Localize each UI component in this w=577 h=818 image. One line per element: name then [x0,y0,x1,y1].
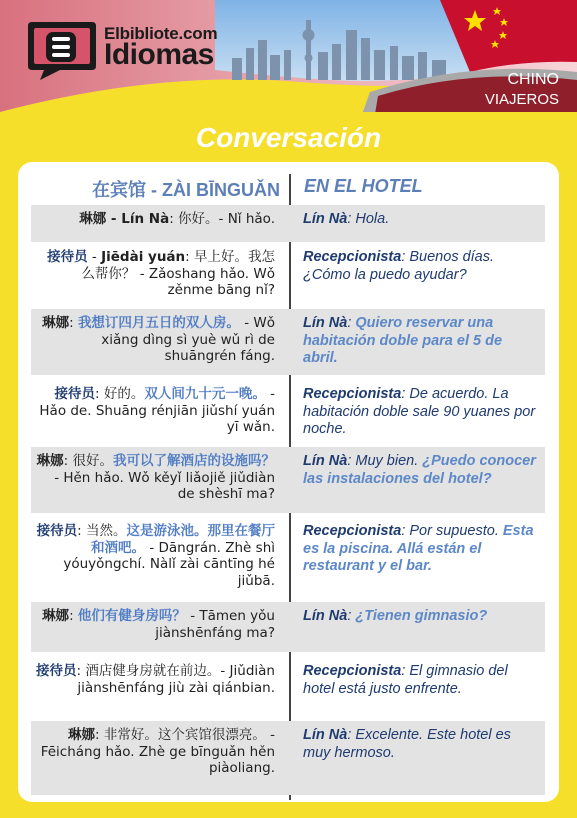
chinese-line [35,386,275,436]
spanish-text-segment: Recepcionista [303,663,402,679]
chinese-text-segment: : 当然。 [77,523,127,539]
chinese-text-segment: Jiēdài yuán [101,249,186,265]
spanish-column-heading: EN EL HOTEL [304,176,423,196]
spanish-text-segment: : Hola. [347,211,390,227]
spanish-text-segment: Recepcionista [303,523,402,539]
chinese-line [35,315,275,365]
chinese-line [35,453,275,503]
chinese-text-segment: : 非常好。这个宾馆很漂亮。 - Fēicháng hǎo. Zhè ge bīnguǎn hěn piàoliang. [40,727,275,776]
dialogue-row [31,309,545,375]
spanish-text-segment: Recepcionista [303,249,402,265]
dialogue-row [31,243,545,305]
dialogue-row [31,205,545,242]
chinese-text-segment: Lín Nà [121,211,170,227]
spanish-text-segment: ¿Tienen gimnasio? [355,608,488,624]
spanish-line [303,727,539,762]
spanish-text-segment: : De acuerdo. La habitación doble sale 90 yuanes por noche. [303,386,536,437]
spanish-text-segment: : Buenos días. ¿Cómo la puedo ayudar? [303,249,495,283]
chinese-text-segment: : 很好。 [63,453,113,469]
page-title: Conversación [195,122,382,153]
spanish-line [303,663,539,698]
spanish-text-segment: Recepcionista [303,386,402,402]
spanish-line [303,315,539,368]
chinese-line [35,608,275,641]
chinese-text-segment: - Dāngrán. Zhè shì yóuyǒngchí. Nàlǐ zài cāntīng hé jiǔbā. [63,539,275,589]
chinese-text-segment: - Wǒ xiǎng dìng sì yuè wǔ rì de shuāngrén fáng. [101,315,275,364]
spanish-line [303,249,539,284]
brand-site: Elbibliote.com [104,24,218,43]
chinese-text-segment: : 好的。 [94,386,145,402]
dialogue-row [31,517,545,597]
badge-language: CHINO [507,71,559,88]
brand-name: Idiomas [104,38,214,71]
spanish-line [303,523,539,576]
chinese-text-segment: 双人间九十元一晚。 [144,386,266,402]
dialogue-row [31,657,545,717]
chinese-text-segment: 他们有健身房吗？ [77,608,186,624]
spanish-text-segment: Lín Nà [303,211,348,227]
spanish-text-segment: : Muy bien. [347,453,423,469]
spanish-text-segment: : Excelente. Este hotel es muy hermoso. [303,727,511,761]
chinese-text-segment: 接待员 [36,523,78,539]
chinese-text-segment: - Hǎo de. Shuāng rénjiān jiǔshí yuán yī wǎn. [39,386,275,435]
chinese-text-segment: : [69,315,78,331]
chinese-text-segment: 接待员 [47,249,88,265]
chinese-text-segment: 这是游泳池。那里在餐厅和酒吧。 [91,523,275,556]
chinese-text-segment: - Tāmen yǒu jiànshēnfáng ma? [155,608,275,641]
chinese-column-heading: 在宾馆 - ZÀI BĪNGUǍN [92,180,280,200]
chinese-line [35,249,275,299]
spanish-text-segment: Lín Nà [303,315,348,331]
chinese-line [35,727,275,777]
spanish-text-segment: : El gimnasio del hotel está justo enfrente. [303,663,508,697]
spanish-line [303,453,539,488]
spanish-text-segment: Lín Nà [303,453,348,469]
chinese-text-segment: - Hěn hǎo. Wǒ kěyǐ liǎojiě jiǔdiàn de shèshī ma? [54,469,275,502]
header [0,0,577,120]
chinese-line [35,663,275,696]
chinese-text-segment: 琳娜 [67,727,95,743]
chinese-text-segment: 我想订四月五日的双人房。 [77,315,240,331]
dialogue-row [31,380,545,442]
spanish-text-segment: Lín Nà [303,608,348,624]
spanish-text-segment: : [347,608,356,624]
spanish-line [303,608,539,626]
dialogue-row [31,602,545,652]
chinese-text-segment: - [87,249,102,265]
chinese-text-segment: 琳娜 [36,453,64,469]
dialogue-row [31,447,545,513]
spanish-text-segment: ¿Puedo conocer las instalaciones del hotel? [303,453,536,487]
chinese-line [35,523,275,589]
spanish-text-segment: Quiero reservar una habitación doble para el 5 de abril. [303,315,503,366]
chinese-text-segment: 琳娜 [42,608,70,624]
chinese-text-segment: 我可以了解酒店的设施吗？ [113,453,275,469]
chinese-text-segment: 琳娜 [42,315,70,331]
chinese-text-segment: 接待员 [54,386,95,402]
chinese-text-segment: : 酒店健身房就在前边。- Jiǔdiàn jiànshēnfáng jiù zài qiánbian. [76,663,275,696]
badge-section: VIAJEROS [484,91,559,108]
chinese-text-segment: 琳娜 - [79,211,122,227]
logo-icon [26,18,98,82]
spanish-text-segment: : [347,315,356,331]
spanish-line [303,386,539,439]
spanish-text-segment: Esta es la piscina. Allá están el restaurant y el bar. [303,523,534,574]
spanish-line [303,211,539,229]
dialogue-row [31,721,545,795]
chinese-text-segment: 接待员 [36,663,77,679]
chinese-text-segment: : [69,608,78,624]
spanish-text-segment: Lín Nà [303,727,348,743]
chinese-line [35,211,275,228]
chinese-text-segment: : 你好。- Nǐ hǎo. [169,211,275,227]
chinese-text-segment: : 早上好。我怎么帮你？ - Zǎoshang hǎo. Wǒ zěnme bāng nǐ? [81,249,275,298]
language-badge [459,70,559,110]
spanish-text-segment: : Por supuesto. [401,523,503,539]
